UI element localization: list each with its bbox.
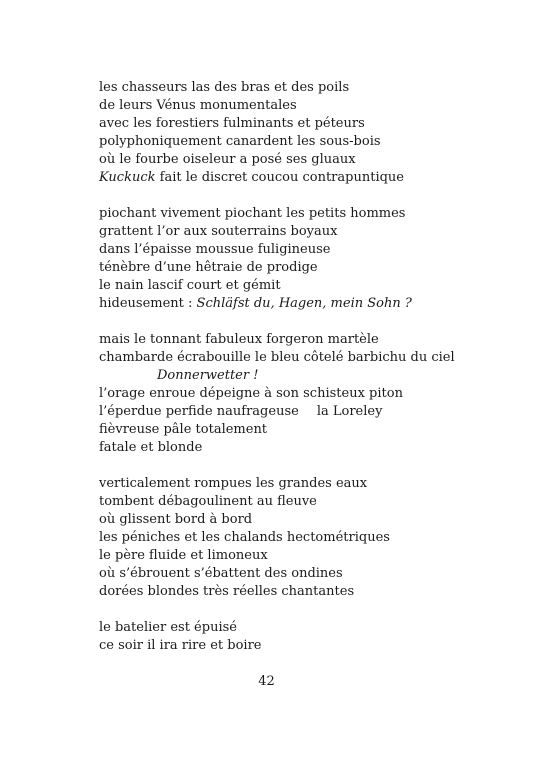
- stanza-break: [99, 187, 455, 205]
- poem-line: piochant vivement piochant les petits hommes: [99, 206, 406, 221]
- poem-line: fièvreuse pâle totalement: [99, 422, 268, 437]
- stanza-break: [99, 457, 455, 475]
- line-text: fait le discret coucou contrapuntique: [155, 170, 404, 185]
- line-text-right: la Loreley: [316, 404, 383, 419]
- poem-line: mais le tonnant fabuleux forgeron martèle: [99, 332, 379, 347]
- poem-line: dorées blondes très réelles chantantes: [99, 584, 355, 599]
- stanza-1: [99, 79, 455, 187]
- indented-exclamation: Donnerwetter !: [157, 368, 259, 383]
- stanza-break: [99, 313, 455, 331]
- poem-line: [99, 169, 455, 187]
- line-text: hideusement :: [99, 296, 197, 311]
- poem-line: les péniches et les chalands hectométriques: [99, 530, 390, 545]
- poem-line: dans l’épaisse moussue fuligineuse: [99, 242, 331, 257]
- italic-word: Kuckuck: [99, 170, 156, 185]
- stanza-4: [99, 475, 455, 601]
- stanza-3: [99, 331, 455, 457]
- poem-line: polyphoniquement canardent les sous-bois: [99, 134, 381, 149]
- stanza-break: [99, 601, 455, 619]
- poem-line: grattent l’or aux souterrains boyaux: [99, 224, 338, 239]
- poem: [99, 79, 455, 655]
- page-number: 42: [258, 674, 275, 689]
- poem-line: tombent débagoulinent au fleuve: [99, 494, 317, 509]
- poem-line: ténèbre d’une hêtraie de prodige: [99, 260, 318, 275]
- stanza-5: [99, 619, 455, 655]
- poem-line: les chasseurs las des bras et des poils: [99, 80, 350, 95]
- italic-quote: Schläfst du, Hagen, mein Sohn ?: [196, 296, 412, 311]
- stanza-2: [99, 205, 455, 313]
- poem-line: le batelier est épuisé: [99, 620, 237, 635]
- poem-line: fatale et blonde: [99, 440, 203, 455]
- poem-line: avec les forestiers fulminants et péteurs: [99, 116, 365, 131]
- poem-line: ce soir il ira rire et boire: [99, 638, 262, 653]
- poem-line: où le fourbe oiseleur a posé ses gluaux: [99, 152, 356, 167]
- poem-line: verticalement rompues les grandes eaux: [99, 476, 368, 491]
- poem-line: le père fluide et limoneux: [99, 548, 268, 563]
- poem-line: où s’ébrouent s’ébattent des ondines: [99, 566, 343, 581]
- poem-line: [99, 403, 455, 421]
- poem-line: de leurs Vénus monumentales: [99, 98, 297, 113]
- poem-line: le nain lascif court et gémit: [99, 278, 281, 293]
- poem-line: chambarde écrabouille le bleu côtelé barbichu du ciel: [99, 350, 455, 365]
- line-text-left: l’éperdue perfide naufrageuse: [99, 404, 299, 419]
- poem-line: [99, 295, 455, 313]
- poem-line: l’orage enroue dépeigne à son schisteux piton: [99, 386, 403, 401]
- poem-line: où glissent bord à bord: [99, 512, 253, 527]
